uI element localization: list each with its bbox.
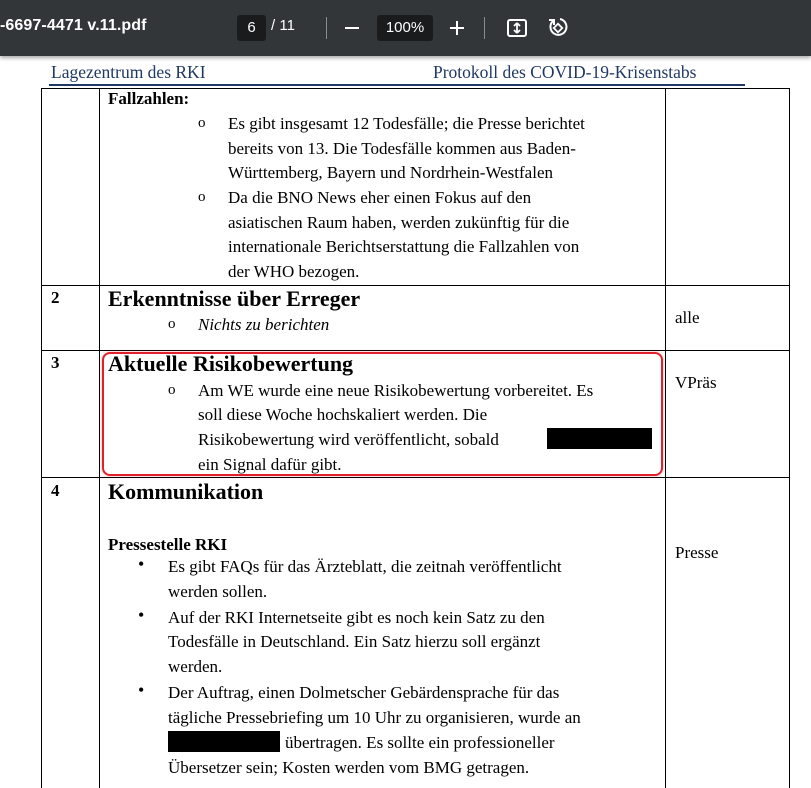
fallzahlen-label: Fallzahlen: bbox=[108, 89, 190, 108]
row-number: 3 bbox=[51, 353, 60, 372]
page-number-input[interactable]: 6 bbox=[237, 15, 266, 41]
table-divider bbox=[665, 88, 666, 788]
list-item-line: Es gibt FAQs für das Ärzteblatt, die zeitnah veröffentlicht bbox=[168, 557, 562, 576]
bullet-dot: • bbox=[138, 680, 145, 700]
section-heading: Erkenntnisse über Erreger bbox=[108, 286, 361, 311]
bullet-circle: o bbox=[168, 382, 176, 398]
list-item-line: Da die BNO News eher einen Fokus auf den bbox=[228, 188, 532, 207]
fit-page-icon bbox=[506, 17, 528, 39]
fit-to-page-button[interactable] bbox=[503, 14, 531, 42]
list-item-line: Es gibt insgesamt 12 Todesfälle; die Presse berichtet bbox=[228, 114, 585, 133]
zoom-out-button[interactable] bbox=[338, 14, 366, 42]
bullet-dot: • bbox=[138, 554, 145, 574]
table-border-right bbox=[789, 88, 790, 788]
list-item-line: Übersetzer sein; Kosten werden vom BMG getragen. bbox=[168, 758, 530, 777]
bullet-circle: o bbox=[198, 115, 206, 131]
toolbar-divider bbox=[326, 17, 327, 39]
bullet-circle: o bbox=[198, 189, 206, 205]
page-header-right: Protokoll des COVID-19-Krisenstabs bbox=[433, 62, 697, 82]
table-divider bbox=[99, 88, 100, 788]
list-item-line: bereits von 13. Die Todesfälle kommen aus Baden- bbox=[228, 139, 576, 158]
list-item-line: Der Auftrag, einen Dolmetscher Gebärdensprache für das bbox=[168, 683, 560, 702]
table-row-border bbox=[41, 477, 790, 478]
list-item-line: übertragen. Es sollte ein professioneller bbox=[285, 733, 555, 752]
zoom-in-button[interactable] bbox=[443, 14, 471, 42]
list-item-line: Risikobewertung wird veröffentlicht, sobald bbox=[198, 430, 499, 449]
responsible-cell: Presse bbox=[675, 543, 719, 562]
minus-icon bbox=[343, 19, 361, 37]
toolbar-divider bbox=[484, 17, 485, 39]
highlight-annotation bbox=[102, 352, 663, 476]
list-item-line: Auf der RKI Internetseite gibt es noch kein Satz zu den bbox=[168, 608, 545, 627]
list-item-line: der WHO bezogen. bbox=[228, 262, 360, 281]
list-item-line: Am WE wurde eine neue Risikobewertung vorbereitet. Es bbox=[198, 381, 594, 400]
pdf-toolbar bbox=[0, 0, 811, 56]
page-total: / 11 bbox=[271, 17, 295, 34]
list-item-line: ein Signal dafür gibt. bbox=[198, 455, 342, 474]
redaction-bar bbox=[168, 731, 280, 752]
responsible-cell: alle bbox=[675, 308, 700, 327]
bullet-circle: o bbox=[168, 316, 176, 332]
bullet-dot: • bbox=[138, 605, 145, 625]
list-item-line: werden sollen. bbox=[168, 582, 268, 601]
row-number: 2 bbox=[51, 288, 60, 307]
page-header-left: Lagezentrum des RKI bbox=[51, 62, 206, 82]
list-item-line: soll diese Woche hochskaliert werden. Die bbox=[198, 405, 488, 424]
row-number: 4 bbox=[51, 481, 60, 500]
list-item-line: asiatischen Raum haben, werden zukünftig für die bbox=[228, 213, 570, 232]
rotate-icon bbox=[546, 16, 570, 40]
section-heading: Aktuelle Risikobewertung bbox=[108, 351, 354, 376]
list-item-line: werden. bbox=[168, 657, 223, 676]
list-item-line: Nichts zu berichten bbox=[198, 315, 330, 334]
list-item-line: internationale Berichtserstattung die Fallzahlen von bbox=[228, 237, 580, 256]
list-item-line: Württemberg, Bayern und Nordrhein-Westfalen bbox=[228, 163, 553, 182]
responsible-cell: VPräs bbox=[675, 373, 717, 392]
zoom-level-input[interactable]: 100% bbox=[377, 15, 433, 41]
table-border-left bbox=[41, 88, 42, 788]
rotate-button[interactable] bbox=[544, 14, 572, 42]
list-item-line: tägliche Pressebriefing um 10 Uhr zu organisieren, wurde an bbox=[168, 708, 581, 727]
document-title: -6697-4471 v.11.pdf bbox=[0, 17, 147, 34]
section-heading: Kommunikation bbox=[108, 479, 264, 504]
subheading: Pressestelle RKI bbox=[108, 535, 228, 554]
list-item-line: Todesfälle in Deutschland. Ein Satz hierzu soll ergänzt bbox=[168, 632, 541, 651]
plus-icon bbox=[448, 19, 466, 37]
